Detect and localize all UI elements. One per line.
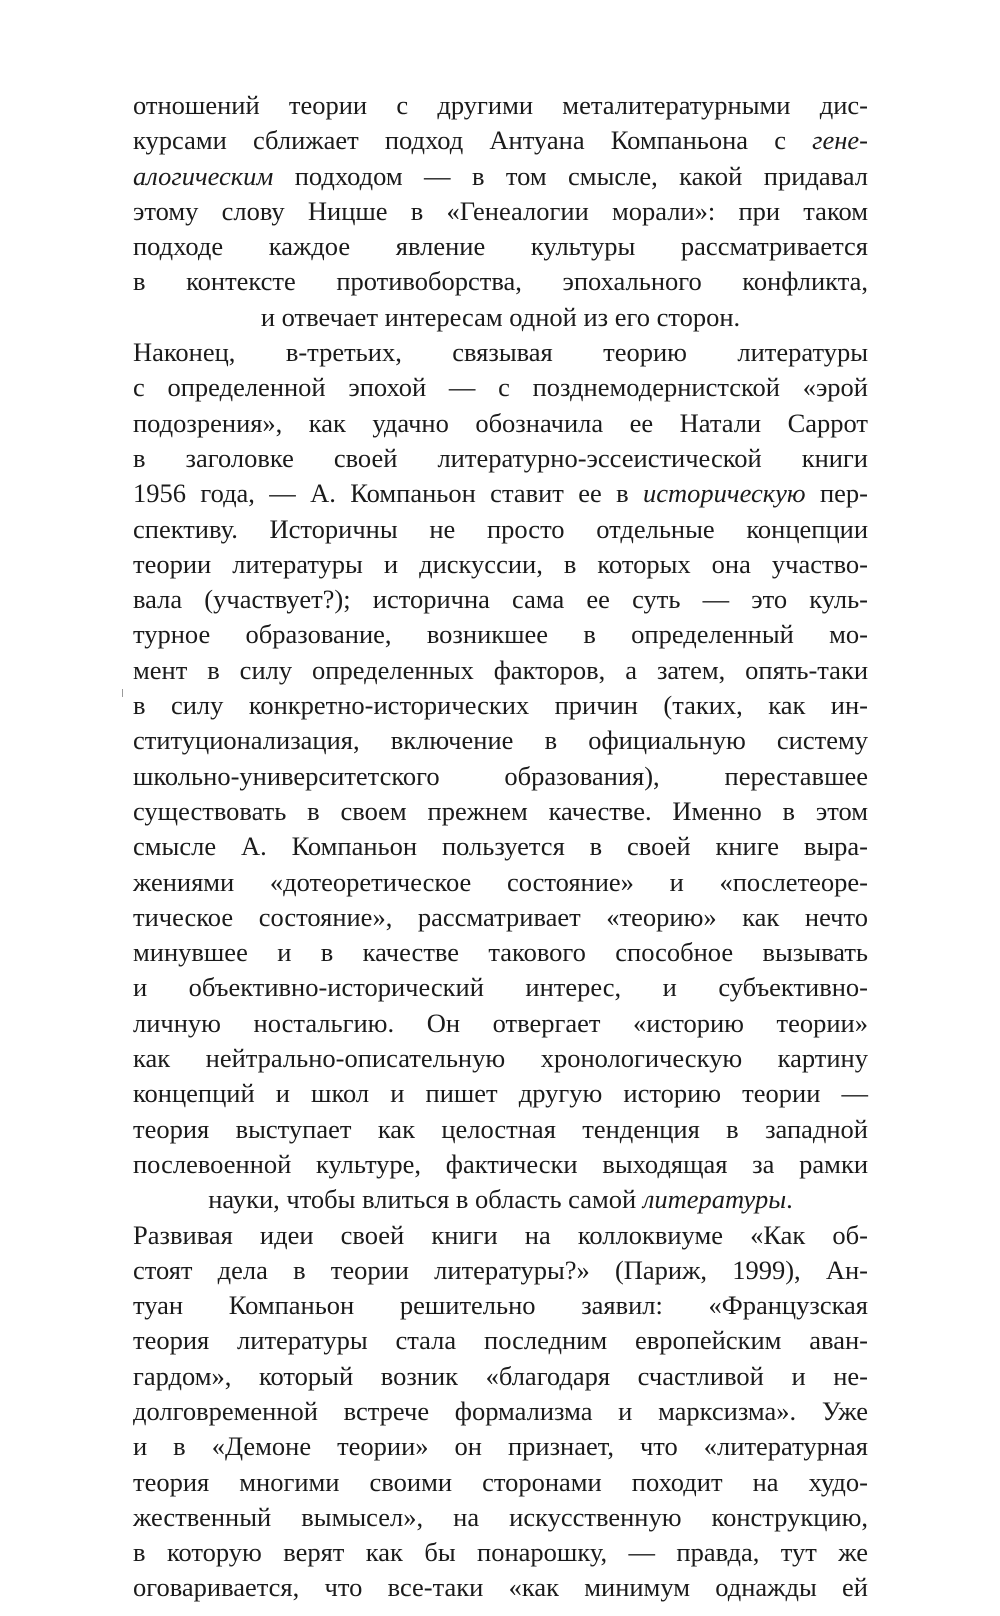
italic-text: литературы — [642, 1184, 787, 1215]
italic-text: алогическим — [133, 160, 274, 191]
text-line — [133, 547, 868, 582]
line-text: личную ностальгию. Он отвергает «историю теории» — [133, 1007, 868, 1038]
line-text: существовать в своем прежнем качестве. Именно в этом — [133, 795, 868, 826]
text-line — [133, 1006, 868, 1041]
line-text: минувшее и в качестве такового способное вызывать — [133, 937, 868, 968]
text-line — [133, 512, 868, 547]
text-line — [133, 1535, 868, 1570]
line-text: гардом», который возник «благодаря счастливой и не- — [133, 1360, 868, 1391]
text-line — [133, 1147, 868, 1182]
line-text: и объективно-исторический интерес, и субъективно- — [133, 972, 868, 1003]
line-text: этому слову Ницше в «Генеалогии морали»: при таком — [133, 195, 868, 226]
line-text: Развивая идеи своей книги на коллоквиуме «Как об- — [133, 1219, 868, 1250]
text-line — [133, 370, 868, 405]
text-line — [133, 617, 868, 652]
text-line — [133, 1429, 868, 1464]
line-text: вала (участвует?); исторична сама ее суть — это куль- — [133, 584, 868, 615]
text-line — [133, 688, 868, 723]
text-line — [133, 865, 868, 900]
margin-mark — [122, 689, 123, 697]
line-text: отношений теории с другими металитературными дис- — [133, 90, 868, 120]
text-line — [133, 1500, 868, 1535]
text-line — [133, 900, 868, 935]
line-text: подозрения», как удачно обозначила ее Натали Саррот — [133, 407, 868, 438]
text-line — [133, 476, 868, 511]
text-line — [133, 123, 868, 158]
text-line — [133, 194, 868, 229]
text-line — [133, 335, 868, 370]
text-line — [133, 441, 868, 476]
body-text — [133, 88, 868, 1606]
text-line — [133, 1218, 868, 1253]
line-text: школьно-университетского образования), переставшее — [133, 760, 868, 791]
italic-text: гене- — [812, 125, 868, 156]
line-text: теория выступает как целостная тенденция в западной — [133, 1113, 868, 1144]
text-line — [133, 1112, 868, 1147]
line-text: в контексте противоборства, эпохального конфликта, — [133, 266, 868, 297]
line-text: стоят дела в теории литературы?» (Париж, 1999), Ан- — [133, 1254, 868, 1285]
line-text: в которую верят как бы понарошку, — правда, тут же — [133, 1537, 868, 1568]
text-line — [133, 829, 868, 864]
line-text: долговременной встрече формализма и марксизма». Уже — [133, 1395, 868, 1426]
text-line — [133, 1076, 868, 1111]
text-line — [133, 1182, 868, 1217]
line-text: в силу конкретно-исторических причин (таких, как ин- — [133, 690, 868, 721]
text-line — [133, 1253, 868, 1288]
line-text: подходом — в том смысле, какой придавал — [273, 160, 868, 191]
line-text: подходе каждое явление культуры рассматривается — [133, 231, 868, 262]
text-line — [133, 935, 868, 970]
line-text: и отвечает интересам одной из его сторон. — [260, 301, 741, 332]
line-text: в заголовке своей литературно-эссеистической книги — [133, 442, 868, 473]
line-text: турное образование, возникшее в определенный мо- — [133, 619, 868, 650]
line-text: оговаривается, что все-таки «как минимум однажды ей — [133, 1572, 868, 1603]
italic-text: историческую — [643, 478, 806, 509]
line-text: курсами сближает подход Антуана Компаньона с — [133, 125, 813, 156]
text-line — [133, 1570, 868, 1605]
line-text: с определенной эпохой — с позднемодернистской «эрой — [133, 372, 868, 403]
text-line — [133, 653, 868, 688]
text-line — [133, 794, 868, 829]
line-text: пер- — [805, 478, 868, 509]
text-line — [133, 1465, 868, 1500]
text-line — [133, 1288, 868, 1323]
text-line — [133, 1359, 868, 1394]
text-line — [133, 759, 868, 794]
text-line — [133, 159, 868, 194]
text-line — [133, 406, 868, 441]
line-text: спективу. Историчны не просто отдельные концепции — [133, 513, 868, 544]
line-text: науки, чтобы влиться в область самой — [208, 1184, 643, 1215]
line-text: послевоенной культуре, фактически выходящая за рамки — [133, 1148, 868, 1179]
line-text: ституционализация, включение в официальную систему — [133, 725, 868, 756]
line-text: смысле А. Компаньон пользуется в своей книге выра- — [133, 831, 868, 862]
line-text: Наконец, в-третьих, связывая теорию литературы — [133, 337, 868, 368]
line-text: мент в силу определенных факторов, а затем, опять-таки — [133, 654, 868, 685]
line-text: как нейтрально-описательную хронологическую картину — [133, 1043, 868, 1074]
text-line — [133, 723, 868, 758]
line-text: жениями «дотеоретическое состояние» и «послетеоре- — [133, 866, 868, 897]
line-text: туан Компаньон решительно заявил: «Французская — [133, 1290, 868, 1321]
line-text: концепций и школ и пишет другую историю теории — — [133, 1078, 868, 1109]
line-text: жественный вымысел», на искусственную конструкцию, — [133, 1501, 868, 1532]
text-line — [133, 970, 868, 1005]
text-line — [133, 582, 868, 617]
line-text: и в «Демоне теории» он признает, что «литературная — [133, 1431, 868, 1462]
line-text: . — [786, 1184, 793, 1215]
text-line — [133, 264, 868, 299]
text-line — [133, 1394, 868, 1429]
line-text: 1956 года, — А. Компаньон ставит ее в — [133, 478, 644, 509]
line-text: тическое состояние», рассматривает «теорию» как нечто — [133, 901, 868, 932]
line-text: теории литературы и дискуссии, в которых она участво- — [133, 548, 868, 579]
line-text: теория многими своими сторонами походит на худо- — [133, 1466, 868, 1497]
text-line — [133, 229, 868, 264]
text-line — [133, 1041, 868, 1076]
line-text: теория литературы стала последним европейским аван- — [133, 1325, 868, 1356]
text-line — [133, 1323, 868, 1358]
text-line — [133, 300, 868, 335]
text-line — [133, 88, 868, 123]
